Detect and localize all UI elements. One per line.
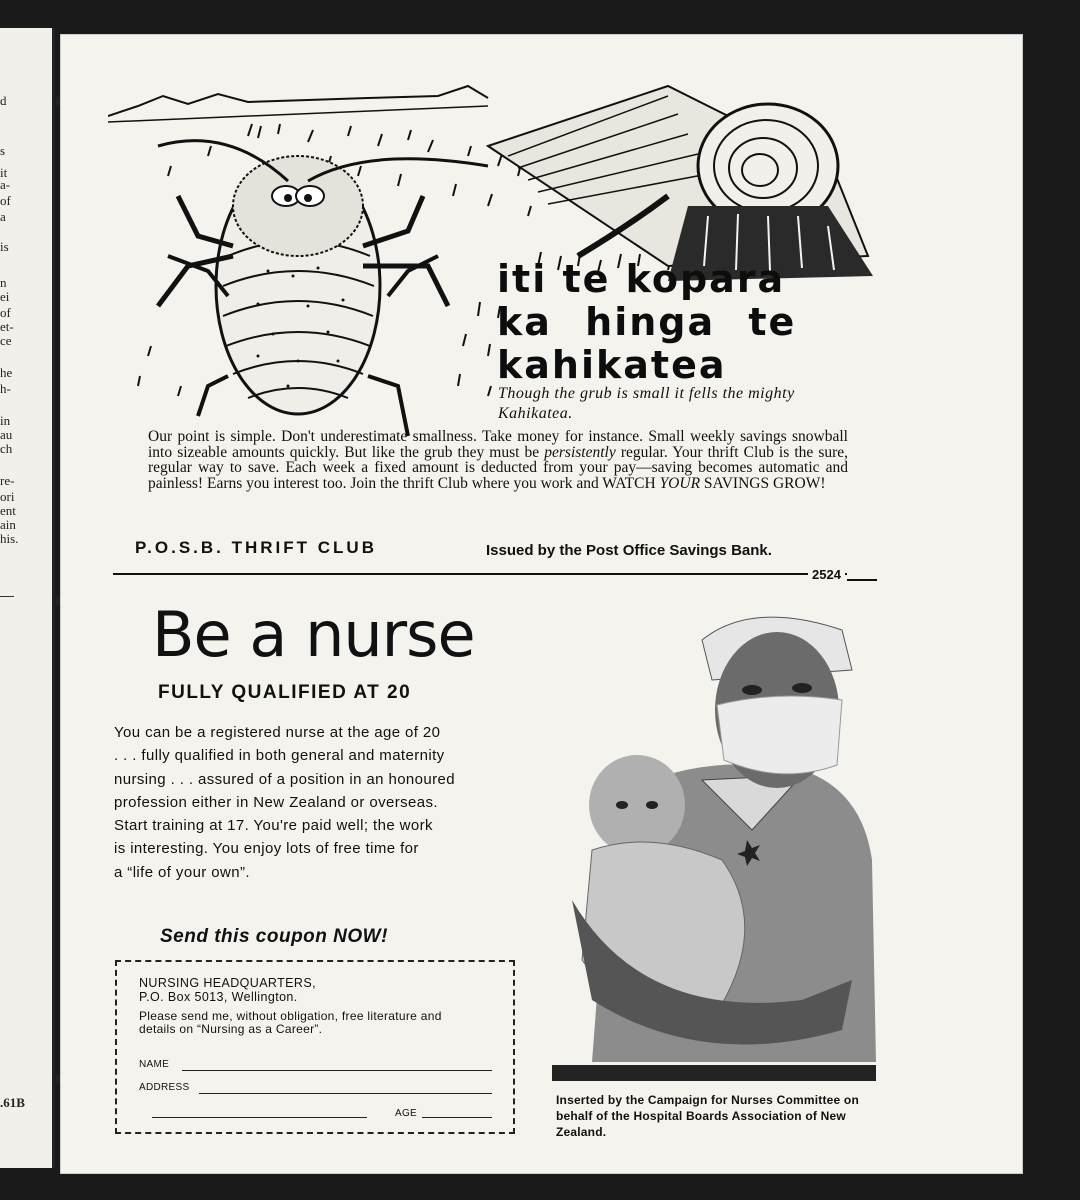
facing-page-fragment: re- [0,473,15,488]
facing-page-fragment: of [0,305,11,320]
coupon-call-to-action: Send this coupon NOW! [160,926,388,947]
maori-proverb-title [497,258,917,387]
facing-page-fragment: d [0,93,7,108]
coupon-address [139,976,316,1004]
body-line: . . . fully qualified in both general and maternity [114,747,445,765]
body-line: a “life of your own”. [114,863,250,881]
address-field[interactable] [199,1093,492,1094]
thrift-body-text [148,429,848,491]
name-field[interactable] [182,1070,492,1071]
club-name: P.O.S.B. THRIFT CLUB [135,538,377,557]
title-line-2: ka hinga te [497,300,797,344]
name-label: NAME [139,1059,170,1070]
nurse-subhead: FULLY QUALIFIED AT 20 [158,682,412,703]
facing-page-fragment: ain [0,517,16,532]
facing-page-edge [0,28,55,1168]
facing-page-fragment: it [0,165,8,180]
body-part-3: SAVINGS GROW! [703,474,826,492]
address-label: ADDRESS [139,1082,190,1093]
ad-code: 2524 [808,567,845,582]
nurse-body-text [114,721,506,884]
facing-page-fragment: is [0,239,9,254]
facing-page-rule [0,596,14,597]
age-field[interactable] [422,1117,492,1118]
age-label: AGE [395,1108,418,1119]
issuer-line: Issued by the Post Office Savings Bank. [486,542,772,559]
body-emphasis: persistently [544,443,616,461]
facing-page-fragment: et- [0,319,14,334]
body-part-2: regular. Your thrift Club is the sure, regular way to save. Each week a fixed amount is deducted from your pay—saving becomes automatic and painless! Earns you interest too. Join the thrift Club where you work and WATCH [148,443,849,492]
campaign-credit: Inserted by the Campaign for Nurses Committee on behalf of the Hospital Boards Association of New Zealand. [556,1093,859,1139]
facing-page-fragment: n [0,275,7,290]
mail-coupon[interactable] [115,960,515,1134]
facing-page-fragment: in [0,413,11,428]
body-line: profession either in New Zealand or overseas. [114,793,438,811]
body-line: You can be a registered nurse at the age of 20 [114,724,441,741]
facing-page-code: .61B [0,1095,25,1110]
photo-base-bar [552,1065,876,1081]
facing-page-fragment: au [0,427,13,442]
facing-page-fragment: ei [0,289,10,304]
facing-page-fragment: of [0,193,11,208]
facing-page-fragment: he [0,365,13,380]
title-line-1: iti te kopara [497,257,786,301]
facing-page-fragment: s [0,143,6,158]
body-emphasis-2: YOUR [659,474,701,492]
facing-page-fragment: ent [0,503,16,518]
facing-page-fragment: ch [0,441,13,456]
proverb-translation: Though the grub is small it fells the mighty Kahikatea. [498,385,795,422]
title-line-3: kahikatea [497,343,727,387]
body-line: nursing . . . assured of a position in an honoured [114,770,456,788]
facing-page-fragment: his. [0,531,19,546]
body-part-1: Our point is simple. Don't underestimate smallness. Take money for instance. Small weekly savings snowball into sizeable amounts quickly. But like the grub they must be [148,428,848,461]
grub-figure [158,141,488,436]
section-divider [113,573,847,575]
facing-page-fragment: a- [0,177,11,192]
facing-page-fragment: a [0,209,6,224]
nurse-with-baby-photo [552,600,876,1062]
facing-page-fragment: h- [0,381,11,396]
facing-page-fragment: ori [0,489,15,504]
section-divider-tail [847,579,877,581]
body-line: Start training at 17. You're paid well; the work [114,817,433,835]
facing-page-fragment: ce [0,333,12,348]
magazine-page [60,34,1023,1174]
nurse-headline: Be a nurse [152,598,475,671]
coupon-request-text: Please send me, without obligation, free literature and details on “Nursing as a Career”. [139,1009,442,1036]
body-line: is interesting. You enjoy lots of free time for [114,840,419,858]
coupon-org-line-2: P.O. Box 5013, Wellington. [139,990,298,1004]
coupon-org-line-1: NURSING HEADQUARTERS, [139,976,316,990]
address-field-line-2[interactable] [152,1117,367,1118]
